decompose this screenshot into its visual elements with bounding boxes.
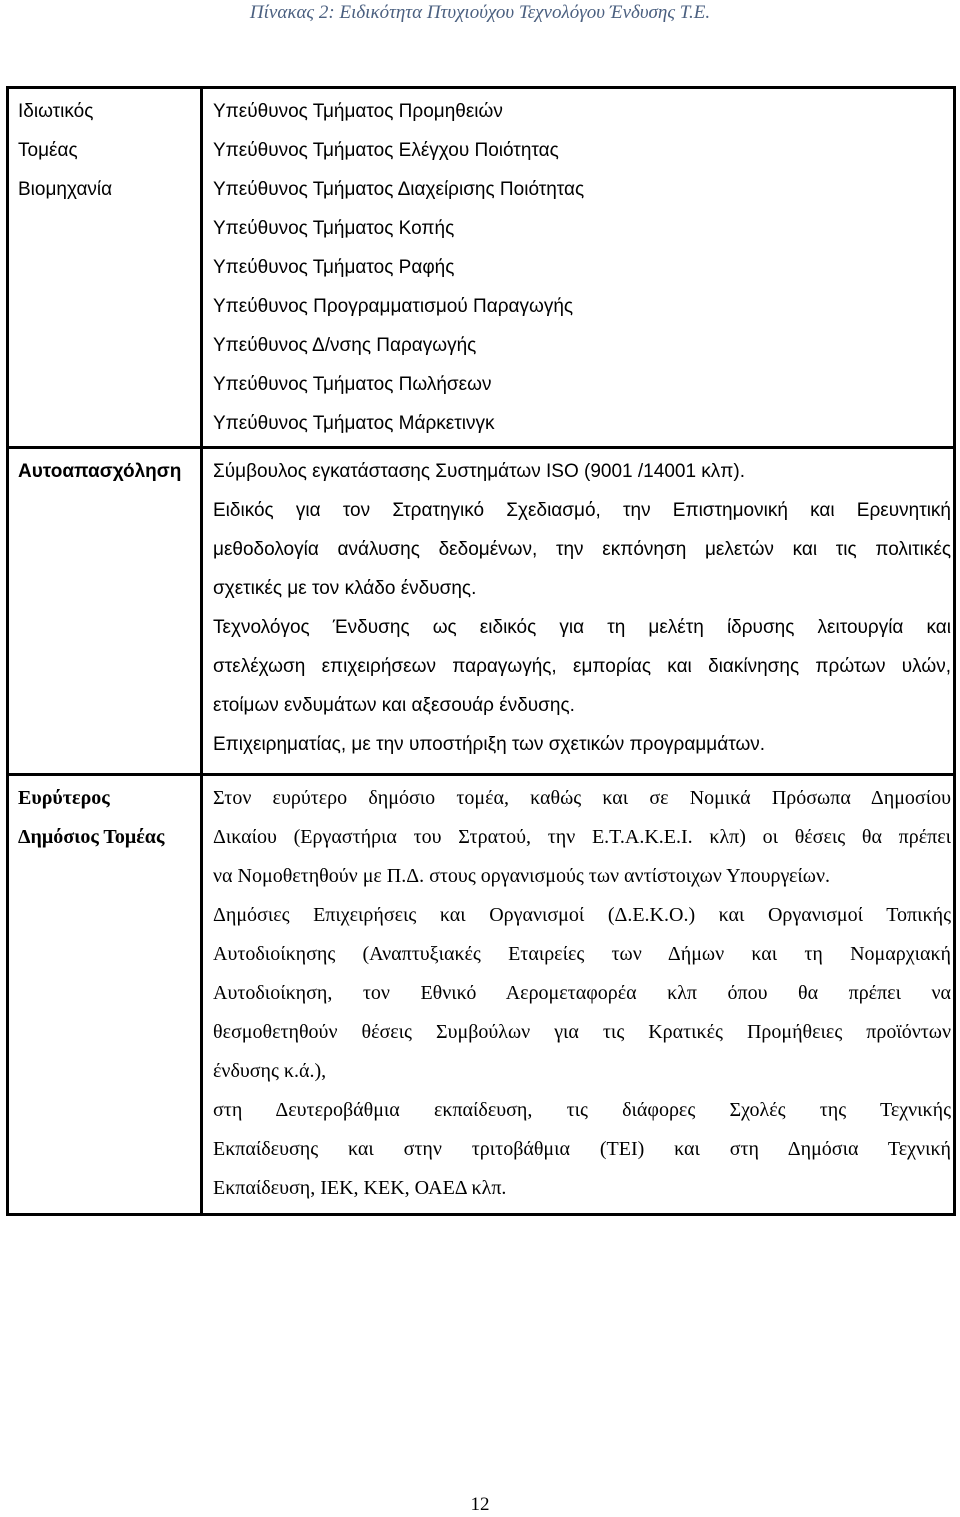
- self-employment-label: [18, 452, 198, 491]
- text-line: σχετικές με τον κλάδο ένδυσης.: [213, 578, 477, 599]
- column-divider: [200, 89, 203, 1213]
- text-line: Δημόσιες Επιχειρήσεις και Οργανισμοί (Δ.Ε.Κ.Ο.) και Οργανισμοί Τοπικής: [213, 904, 951, 926]
- text-line: Στον ευρύτερο δημόσιο τομέα, καθώς και σε Νομικά Πρόσωπα Δημοσίου: [213, 787, 951, 809]
- role-item: Υπεύθυνος Τμήματος Κοπής: [213, 218, 455, 239]
- text-line: ετοίμων ενδυμάτων και αξεσουάρ ένδυσης.: [213, 695, 575, 716]
- text-line: Ειδικός για τον Στρατηγικό Σχεδιασμό, την Επιστημονική και Ερευνητική: [213, 500, 951, 521]
- public-sector-label: [18, 779, 198, 857]
- role-item: Υπεύθυνος Τμήματος Ραφής: [213, 257, 455, 278]
- text-line: να Νομοθετηθούν με Π.Δ. στους οργανισμούς των αντίστοιχων Υπουργείων.: [213, 865, 830, 887]
- text-line: στελέχωση επιχειρήσεων παραγωγής, εμπορίας και διακίνησης πρώτων υλών,: [213, 656, 951, 677]
- label-line: Δημόσιος Τομέας: [18, 826, 165, 848]
- text-line: στη Δευτεροβάθμια εκπαίδευση, τις διάφορες Σχολές της Τεχνικής: [213, 1099, 951, 1121]
- label-line: Ευρύτερος: [18, 787, 110, 809]
- page-title: Πίνακας 2: Ειδικότητα Πτυχιούχου Τεχνολόγου Ένδυσης Τ.Ε.: [249, 2, 711, 23]
- text-line: ένδυσης κ.ά.),: [213, 1060, 327, 1082]
- page-number: 12: [470, 1494, 490, 1515]
- text-line: Επιχειρηματίας, με την υποστήριξη των σχετικών προγραμμάτων.: [213, 734, 766, 755]
- role-item: Υπεύθυνος Τμήματος Προμηθειών: [213, 101, 503, 122]
- text-line: Δικαίου (Εργαστήρια του Στρατού, την Ε.Τ.Α.Κ.Ε.Ι. κλπ) οι θέσεις θα πρέπει: [213, 826, 951, 848]
- text-line: Αυτοδιοίκηση, τον Εθνικό Αερομεταφορέα κλπ όπου θα πρέπει να: [213, 982, 951, 1004]
- private-sector-label: [18, 92, 198, 209]
- public-sector-content: [213, 779, 951, 1208]
- text-line: Εκπαίδευσης και στην τριτοβάθμια (ΤΕΙ) και στη Δημόσια Τεχνική: [213, 1138, 951, 1160]
- role-item: Υπεύθυνος Τμήματος Μάρκετινγκ: [213, 413, 495, 434]
- text-line: Εκπαίδευση, ΙΕΚ, ΚΕΚ, ΟΑΕΔ κλπ.: [213, 1177, 507, 1199]
- self-employment-content: [213, 452, 951, 764]
- label-line: Ιδιωτικός: [18, 101, 94, 122]
- role-item: Υπεύθυνος Δ/νσης Παραγωγής: [213, 335, 477, 356]
- text-line: Αυτοδιοίκησης (Αναπτυξιακές Εταιρείες των Δήμων και τη Νομαρχιακή: [213, 943, 951, 965]
- role-item: Υπεύθυνος Τμήματος Ελέγχου Ποιότητας: [213, 140, 559, 161]
- label-line: Τομέας: [18, 140, 78, 161]
- private-sector-roles: [213, 92, 951, 443]
- text-line: Τεχνολόγος Ένδυσης ως ειδικός για τη μελέτη ίδρυσης λειτουργία και: [213, 617, 951, 638]
- label-line: Βιομηχανία: [18, 179, 113, 200]
- career-table: [6, 86, 956, 1216]
- label-line: Αυτοαπασχόληση: [18, 461, 182, 482]
- row-divider: [9, 446, 953, 449]
- role-item: Υπεύθυνος Τμήματος Διαχείρισης Ποιότητας: [213, 179, 585, 200]
- role-item: Υπεύθυνος Τμήματος Πωλήσεων: [213, 374, 492, 395]
- role-item: Υπεύθυνος Προγραμματισμού Παραγωγής: [213, 296, 574, 317]
- text-line: μεθοδολογία ανάλυσης δεδομένων, την εκπόνηση μελετών και τις πολιτικές: [213, 539, 951, 560]
- row-divider: [9, 773, 953, 776]
- text-line: Σύμβουλος εγκατάστασης Συστημάτων ISO (9001 /14001 κλπ).: [213, 461, 746, 482]
- text-line: θεσμοθετηθούν θέσεις Συμβούλων για τις Κρατικές Προμήθειες προϊόντων: [213, 1021, 951, 1043]
